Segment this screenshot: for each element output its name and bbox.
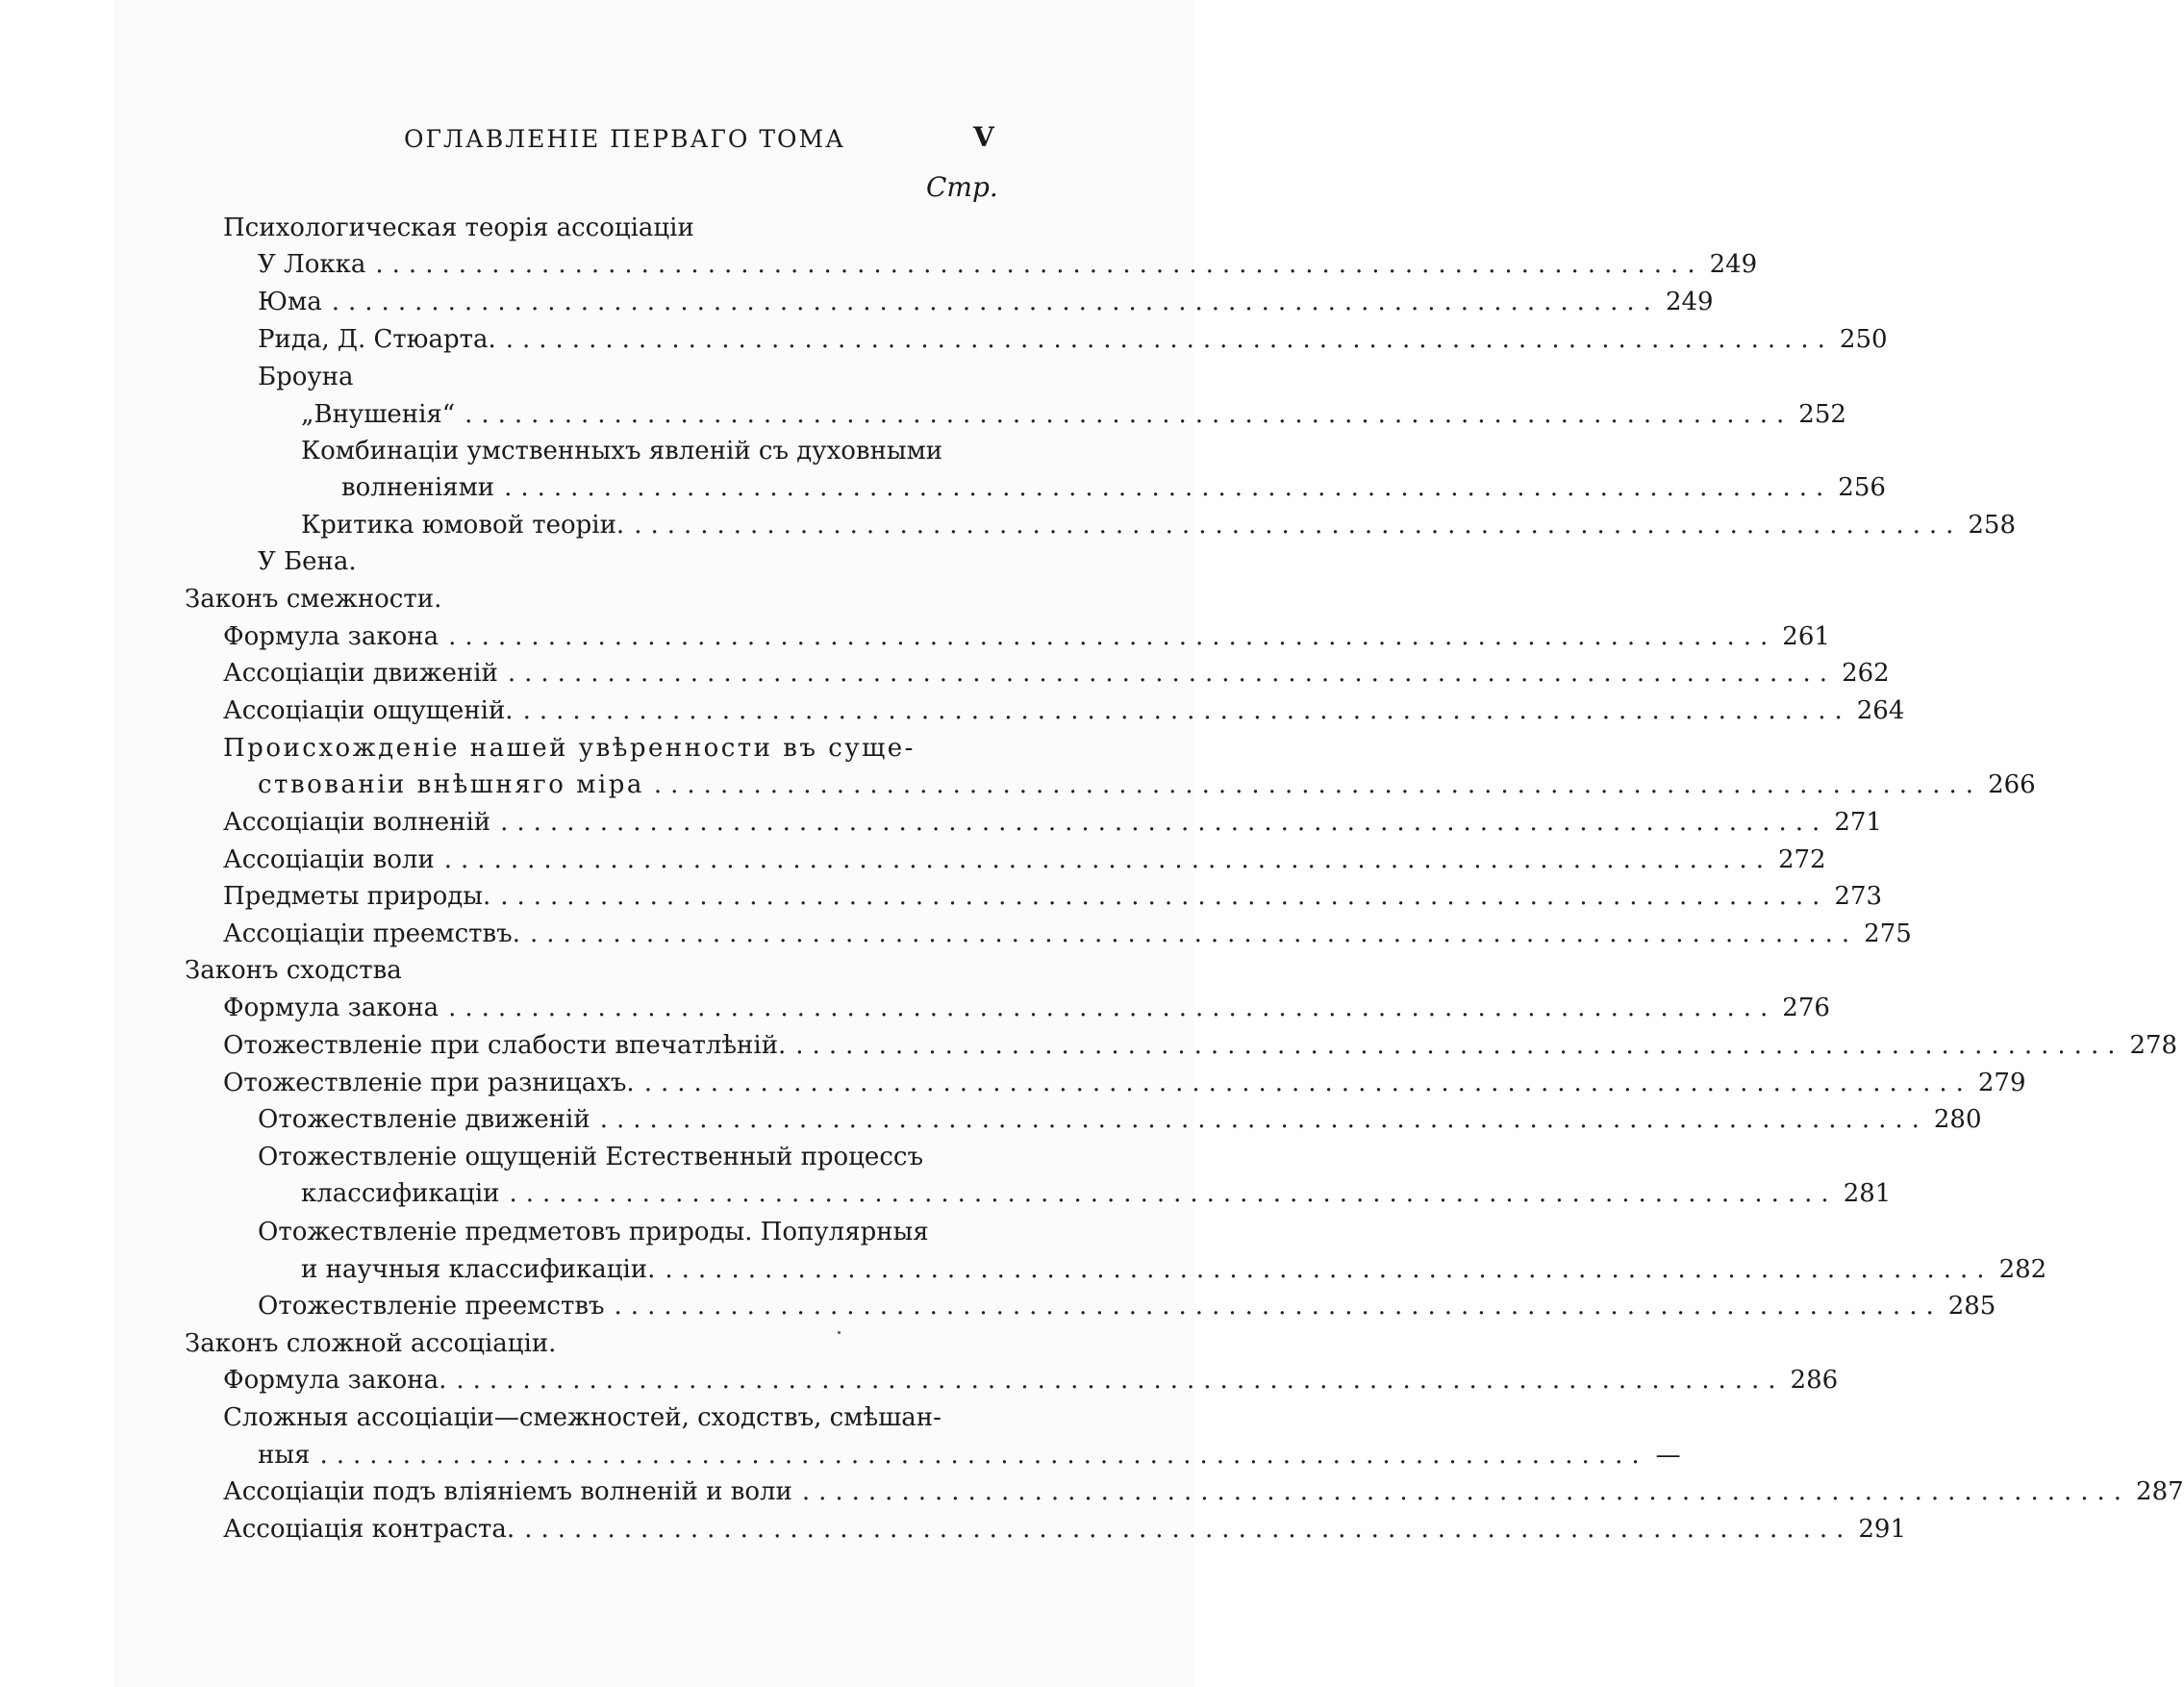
toc-entry: [185, 952, 402, 989]
dot-leader: ................................................................................: [614, 1292, 1943, 1321]
toc-entry-page: 286: [1790, 1366, 1839, 1395]
toc-entry: [258, 284, 1714, 320]
toc-entry-title: Ассоцiацiи ощущенiй.: [223, 696, 514, 725]
dot-leader: ................................................................................: [530, 919, 1859, 948]
toc-entry: [301, 1175, 1892, 1212]
toc-entry: [258, 1214, 929, 1250]
dot-leader: ................................................................................: [500, 882, 1829, 911]
toc-entry-title: Законъ смежности.: [185, 585, 442, 614]
toc-entry: [223, 1473, 2184, 1510]
dot-leader: ................................................................................: [464, 400, 1794, 429]
toc-entry-page: 282: [1998, 1255, 2047, 1284]
toc-entry: [223, 618, 1830, 655]
toc-entry-page: 249: [1709, 250, 1758, 279]
toc-entry-title: ныя: [258, 1441, 311, 1470]
toc-entry: [185, 1325, 556, 1362]
toc-entry: [258, 767, 2036, 803]
toc-entry-page: 256: [1838, 473, 1886, 502]
toc-entry: [258, 1139, 923, 1175]
dot-leader: ................................................................................: [509, 1179, 1838, 1208]
toc-entry: [223, 210, 694, 246]
toc-entry-title: Отожествленiе при слабости впечатлѣнiй.: [223, 1031, 787, 1060]
toc-entry-page: 250: [1839, 325, 1888, 354]
dot-leader: ................................................................................: [331, 288, 1660, 316]
toc-entry: [258, 246, 1758, 283]
toc-entry-page: 275: [1864, 919, 1912, 948]
dot-leader: ................................................................................: [795, 1031, 2124, 1060]
toc-entry: [223, 990, 1830, 1026]
toc-entry-title: Происхожденiе нашей увѣренности въ суще-: [223, 734, 916, 763]
toc-entry-page: 287: [2136, 1477, 2184, 1506]
dot-leader: ................................................................................: [634, 511, 1963, 540]
toc-entry-title: Психологическая теорiя ассоцiацiи: [223, 214, 694, 242]
toc-entry-title: Отожествленiе движенiй: [258, 1105, 590, 1134]
toc-entry-page: 272: [1777, 845, 1826, 874]
toc-entry-page: 280: [1933, 1105, 1982, 1134]
toc-entry-page: 279: [1977, 1069, 2026, 1097]
toc-entry-title: Отожествленiе преемствъ: [258, 1292, 605, 1321]
toc-entry: [223, 842, 1826, 878]
toc-entry-title: У Бена.: [258, 547, 357, 576]
toc-entry: [223, 804, 1882, 841]
toc-entry-title: Законъ сложной ассоцiацiи.: [185, 1329, 557, 1358]
toc-entry: [223, 1511, 1906, 1548]
header-page-number: V: [973, 121, 994, 153]
toc-entry-page: 264: [1856, 696, 1905, 725]
toc-entry: [258, 321, 1888, 358]
toc-entry-page: 271: [1834, 808, 1882, 837]
dot-leader: ................................................................................: [456, 1366, 1785, 1395]
toc-entry-title: и научныя классификацiи.: [301, 1255, 656, 1284]
toc-entry-page: 291: [1858, 1515, 1906, 1544]
toc-entry: [258, 1288, 1996, 1324]
dot-leader: ................................................................................: [448, 994, 1777, 1022]
toc-entry: [301, 433, 942, 469]
toc-entry-title: Законъ сходства: [185, 956, 402, 985]
dot-leader: ................................................................................: [801, 1477, 2131, 1506]
toc-entry-title: Юма: [258, 288, 322, 316]
page-column-label: Стр.: [926, 171, 998, 203]
toc-entry-title: Сложныя ассоцiацiи—смежностей, сходствъ, смѣшан-: [223, 1403, 941, 1432]
toc-entry: [258, 359, 354, 395]
toc-entry: [185, 581, 441, 617]
dot-leader: ................................................................................: [448, 622, 1777, 651]
dot-leader: ................................................................................: [507, 659, 1837, 688]
dot-leader: ................................................................................: [665, 1255, 1994, 1284]
toc-entry-title: Формула закона.: [223, 1366, 447, 1395]
print-speck: [838, 1331, 841, 1334]
running-header: [0, 121, 1193, 164]
dot-leader: ................................................................................: [653, 770, 1983, 799]
dot-leader: ................................................................................: [500, 808, 1829, 837]
toc-entry-page: 261: [1782, 622, 1830, 651]
toc-entry-title: Формула закона: [223, 622, 439, 651]
toc-entry: [223, 730, 916, 767]
dot-leader: ................................................................................: [522, 696, 1851, 725]
toc-entry-page: 278: [2129, 1031, 2178, 1060]
toc-entry: [258, 1437, 1681, 1473]
toc-entry-title: ствованiи внѣшняго мiра: [258, 770, 644, 799]
dot-leader: ................................................................................: [504, 473, 1833, 502]
toc-entry: [223, 1399, 941, 1436]
toc-entry-title: Ассоцiацiи волненiй: [223, 808, 491, 837]
toc-entry-page: —: [1655, 1441, 1681, 1470]
toc-entry-title: Отожествленiе ощущенiй Естественный процессъ: [258, 1143, 923, 1171]
toc-entry-title: У Локка: [258, 250, 366, 279]
toc-entry: [301, 396, 1846, 433]
toc-entry-page: 252: [1798, 400, 1846, 429]
toc-entry: [341, 469, 1886, 506]
toc-entry-title: Ассоцiацiи воли: [223, 845, 435, 874]
toc-entry-title: Ассоцiацiя контраста.: [223, 1515, 515, 1544]
header-title: ОГЛАВЛЕНIЕ ПЕРВАГО ТОМА: [404, 125, 846, 153]
toc-entry: [223, 878, 1883, 915]
toc-entry-title: Комбинацiи умственныхъ явленiй съ духовными: [301, 437, 943, 466]
toc-entry-page: 285: [1947, 1292, 1996, 1321]
dot-leader: ................................................................................: [524, 1515, 1853, 1544]
toc-entry-page: 249: [1665, 288, 1714, 316]
dot-leader: ................................................................................: [505, 325, 1834, 354]
toc-entry-title: Формула закона: [223, 994, 439, 1022]
dot-leader: ................................................................................: [599, 1105, 1928, 1134]
toc-entry-title: Рида, Д. Стюарта.: [258, 325, 496, 354]
toc-entry: [258, 1101, 1982, 1138]
toc-entry: [223, 1065, 2026, 1101]
dot-leader: ................................................................................: [375, 250, 1704, 279]
toc-entry: [301, 1251, 2047, 1288]
toc-entry-title: классификацiи: [301, 1179, 500, 1208]
toc-entry: [301, 507, 2017, 543]
dot-leader: ................................................................................: [319, 1441, 1648, 1470]
toc-entry-title: Критика юмовой теорiи.: [301, 511, 625, 540]
dot-leader: ................................................................................: [643, 1069, 1972, 1097]
toc-entry: [258, 543, 357, 580]
toc-entry-title: Ассоцiацiи подъ влiянiемъ волненiй и воли: [223, 1477, 792, 1506]
toc-entry: [223, 655, 1890, 692]
toc-entry-title: Предметы природы.: [223, 882, 491, 911]
toc-entry-page: 258: [1968, 511, 2017, 540]
toc-entry-title: волненiями: [341, 473, 495, 502]
toc-entry-title: Ассоцiацiи преемствъ.: [223, 919, 520, 948]
toc-entry-title: „Внушенiя“: [301, 400, 456, 429]
toc-entry-page: 281: [1843, 1179, 1892, 1208]
toc-entry-page: 276: [1782, 994, 1830, 1022]
toc-entry-title: Отожествленiе при разницахъ.: [223, 1069, 635, 1097]
toc-entry: [223, 1362, 1839, 1398]
toc-entry-title: Ассоцiацiи движенiй: [223, 659, 498, 688]
toc-entry: [223, 692, 1905, 729]
toc-entry: [223, 916, 1912, 952]
dot-leader: ................................................................................: [443, 845, 1772, 874]
toc-entry-page: 262: [1842, 659, 1890, 688]
toc-entry-page: 273: [1834, 882, 1883, 911]
toc-entry-page: 266: [1988, 770, 2036, 799]
toc-entry-title: Отожествленiе предметовъ природы. Популярныя: [258, 1218, 929, 1246]
toc-entry-title: Броуна: [258, 363, 354, 391]
page-margin: [0, 0, 113, 1687]
toc-entry: [223, 1027, 2178, 1064]
